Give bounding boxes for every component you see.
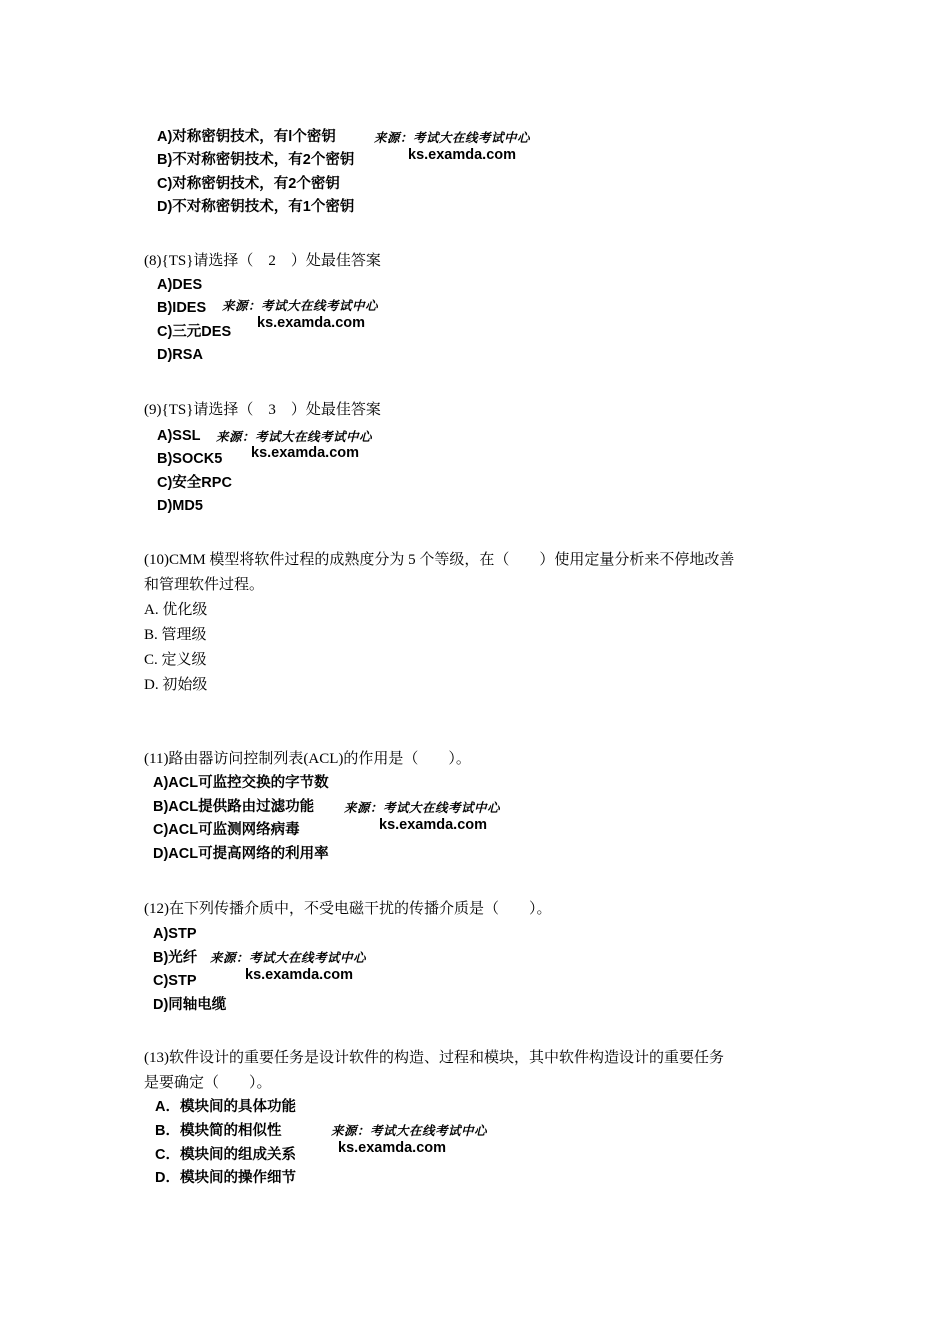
q8-option-d: D)RSA <box>157 347 203 363</box>
q12-option-b: B)光纤 <box>153 950 198 966</box>
q10-option-c: C. 定义级 <box>144 652 207 668</box>
q12-stem: (12)在下列传播介质中，不受电磁干扰的传播介质是（ ）。 <box>144 901 552 917</box>
q9-option-c: C)安全RPC <box>157 475 232 491</box>
q8-watermark-url: ks.examda.com <box>257 315 366 331</box>
q9-option-d: D)MD5 <box>157 498 203 514</box>
q10-option-d: D. 初始级 <box>144 677 208 693</box>
q13-option-c: C．模块间的组成关系 <box>155 1147 296 1163</box>
q10-option-b: B. 管理级 <box>144 627 207 643</box>
q9-option-b: B)SOCK5 <box>157 451 223 467</box>
q8-option-b: B)IDES <box>157 300 207 316</box>
q12-option-c: C)STP <box>153 973 197 989</box>
q9-watermark-url: ks.examda.com <box>251 445 360 461</box>
q7-option-b: B)不对称密钥技术，有2个密钥 <box>157 152 355 168</box>
q7-watermark-url: ks.examda.com <box>408 147 517 163</box>
q11-watermark-source: 来源：考试大在线考试中心 <box>344 800 501 815</box>
q7-option-c: C)对称密钥技术，有2个密钥 <box>157 176 340 192</box>
q11-option-b: B)ACL提供路由过滤功能 <box>153 799 315 815</box>
q7-watermark-source: 来源：考试大在线考试中心 <box>374 130 531 145</box>
q9-option-a: A)SSL <box>157 428 201 444</box>
q12-watermark-source: 来源：考试大在线考试中心 <box>210 950 367 965</box>
q13-stem-line2: 是要确定（ ）。 <box>144 1075 272 1091</box>
q13-stem-line1: (13)软件设计的重要任务是设计软件的构造、过程和模块，其中软件构造设计的重要任务 <box>144 1050 724 1066</box>
q13-option-b: B．模块简的相似性 <box>155 1123 282 1139</box>
q13-watermark-url: ks.examda.com <box>338 1140 447 1156</box>
q13-option-a: A．模块间的具体功能 <box>155 1099 296 1115</box>
q10-option-a: A. 优化级 <box>144 602 208 618</box>
q10-stem-line1: (10)CMM 模型将软件过程的成熟度分为 5 个等级，在（ ）使用定量分析来不停地改善 <box>144 552 735 568</box>
q7-option-d: D)不对称密钥技术，有1个密钥 <box>157 199 355 215</box>
q7-option-a: A)对称密钥技术，有l个密钥 <box>157 129 336 145</box>
q11-watermark-url: ks.examda.com <box>379 817 488 833</box>
q9-stem: (9){TS}请选择（ 3 ）处最佳答案 <box>144 402 381 418</box>
q12-watermark-url: ks.examda.com <box>245 967 354 983</box>
q8-option-a: A)DES <box>157 277 203 293</box>
q11-option-a: A)ACL可监控交换的字节数 <box>153 775 329 791</box>
q8-option-c: C)三元DES <box>157 324 232 340</box>
q11-stem: (11)路由器访问控制列表(ACL)的作用是（ ）。 <box>144 751 471 767</box>
q8-watermark-source: 来源：考试大在线考试中心 <box>222 298 379 313</box>
q12-option-d: D)同轴电缆 <box>153 997 227 1013</box>
q11-option-c: C)ACL可监测网络病毒 <box>153 822 300 838</box>
q11-option-d: D)ACL可提高网络的利用率 <box>153 846 329 862</box>
q13-option-d: D．模块间的操作细节 <box>155 1170 296 1186</box>
q8-stem: (8){TS}请选择（ 2 ）处最佳答案 <box>144 253 381 269</box>
q10-stem-line2: 和管理软件过程。 <box>144 577 265 593</box>
q13-watermark-source: 来源：考试大在线考试中心 <box>331 1123 488 1138</box>
q12-option-a: A)STP <box>153 926 197 942</box>
q9-watermark-source: 来源：考试大在线考试中心 <box>216 429 373 444</box>
